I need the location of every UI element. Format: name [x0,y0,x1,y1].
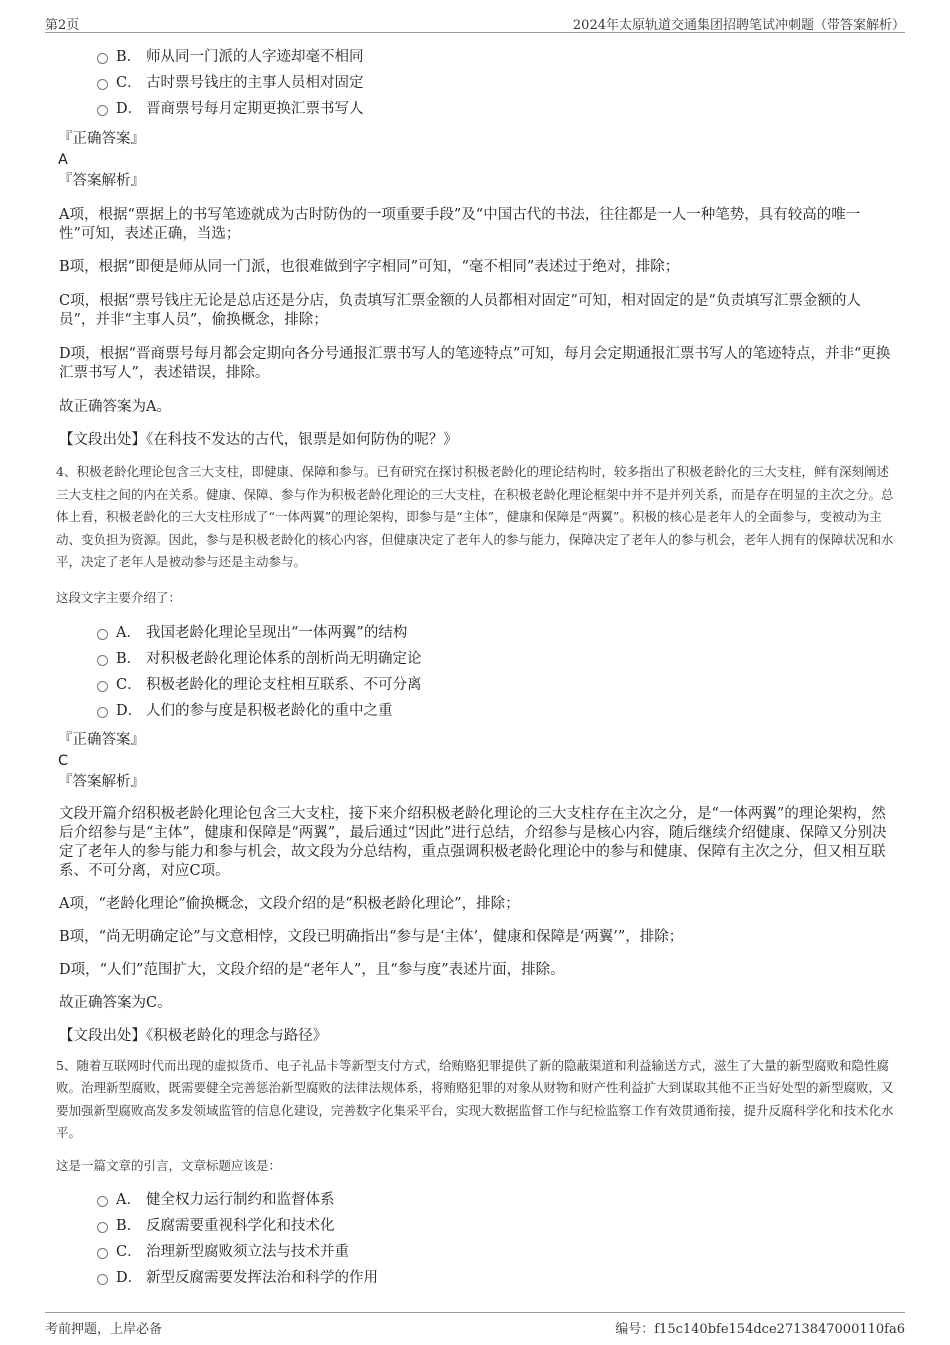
radio-icon[interactable] [97,707,108,718]
q3-option-c[interactable]: C． 古时票号钱庄的主事人员相对固定 [56,70,896,96]
q3-analysis-d: D项，根据“晋商票号每月都会定期向各分号通报汇票书写人的笔迹特点”可知，每月会定期通报汇票书写人的笔迹特点，并非“更换汇票书写人”，表述错误，排除。 [59,346,891,381]
q3-analysis-a: A项，根据“票据上的书写笔迹就成为古时防伪的一项重要手段”及“中国古代的书法，往往都是一人一种笔势，具有较高的唯一性”可知，表述正确，当选； [59,207,861,242]
q4-source: 【文段出处】《积极老龄化的理念与路径》 [59,1027,328,1044]
radio-icon[interactable] [97,629,108,640]
q4-conclusion: 故正确答案为C。 [59,994,172,1011]
q4-prompt: 这段文字主要介绍了： [56,589,182,605]
q4-analysis-d: D项，“人们”范围扩大，文段介绍的是“老年人”，且“参与度”表述片面，排除。 [59,961,565,978]
page-header [45,12,905,33]
q3-option-d[interactable]: D． 晋商票号每月定期更换汇票书写人 [56,96,896,122]
q3-answer: A [58,152,68,168]
radio-icon[interactable] [97,79,108,90]
correct-answer-label: 『正确答案』 [58,731,145,748]
q5-option-c[interactable]: C． 治理新型腐败须立法与技术并重 [56,1239,896,1265]
q4-analysis-b: B项，“尚无明确定论”与文意相悖，文段已明确指出“参与是‘主体’，健康和保障是‘两翼’”，排除； [59,928,684,945]
radio-icon[interactable] [97,655,108,666]
document-title: 2024年太原轨道交通集团招聘笔试冲刺题（带答案解析） [572,18,905,33]
q4-text: 4、积极老龄化理论包含三大支柱，即健康、保障和参与。已有研究在探讨积极老龄化的理论结构时，较多指出了积极老龄化的三大支柱，鲜有深刻阐述三大支柱之间的内在关系。健康、保障、参与作为积极老龄化理论的三大支柱，在积极老龄化理论框架中并不是并列关系，而是存在明显的主次之分。总体上看，积极老龄化的三大支柱形成了“一体两翼”的理论架构，即参与是“主体”，健康和保障是“两翼”。积极的核心是老年人的全面参与，变被动为主动、变负担为资源。因此，参与是积极老龄化的核心内容，但健康决定了老年人的参与能力，保障决定了老年人的参与机会，老年人拥有的保障状况和水平，决定了老年人是被动参与还是主动参与。 [56,464,894,569]
q5-prompt: 这是一篇文章的引言，文章标题应该是： [56,1157,282,1173]
analysis-label: 『答案解析』 [58,173,145,189]
q4-option-b[interactable]: B． 对积极老龄化理论体系的剖析尚无明确定论 [56,646,896,672]
analysis-label: 『答案解析』 [58,773,145,790]
q3-analysis-c: C项，根据“票号钱庄无论是总店还是分店，负责填写汇票金额的人员都相对固定”可知，相对固定的是“负责填写汇票金额的人员”，并非“主事人员”，偷换概念，排除； [59,293,861,328]
radio-icon[interactable] [97,53,108,64]
radio-icon[interactable] [97,1248,108,1259]
radio-icon[interactable] [97,681,108,692]
q3-analysis-b: B项，根据“即便是师从同一门派，也很难做到字字相同”可知，“毫不相同”表述过于绝对，排除； [59,259,680,275]
document-id: 编号：f15c140bfe154dce2713847000110fa6 [615,1322,905,1337]
q4-option-d[interactable]: D． 人们的参与度是积极老龄化的重中之重 [56,698,896,724]
page-footer [45,1312,905,1337]
q3-option-b[interactable]: B． 师从同一门派的人字迹却毫不相同 [56,44,896,70]
q4-option-a[interactable]: A． 我国老龄化理论呈现出“一体两翼”的结构 [56,620,896,646]
footer-slogan: 考前押题，上岸必备 [45,1322,163,1337]
q4-analysis-a: A项，“老龄化理论”偷换概念，文段介绍的是“积极老龄化理论”，排除； [59,895,520,912]
q4-option-c[interactable]: C． 积极老龄化的理论支柱相互联系、不可分离 [56,672,896,698]
q5-option-d[interactable]: D． 新型反腐需要发挥法治和科学的作用 [56,1265,896,1291]
radio-icon[interactable] [97,1222,108,1233]
q3-source: 【文段出处】《在科技不发达的古代，银票是如何防伪的呢？》 [59,432,458,448]
q3-options [56,44,896,122]
q5-options [56,1187,896,1291]
radio-icon[interactable] [97,105,108,116]
q4-options [56,620,896,724]
page-content [56,44,896,1291]
q3-conclusion: 故正确答案为A。 [59,399,171,415]
q4-answer: C [58,752,69,769]
radio-icon[interactable] [97,1274,108,1285]
radio-icon[interactable] [97,1196,108,1207]
q5-option-a[interactable]: A． 健全权力运行制约和监督体系 [56,1187,896,1213]
page-number: 第2页 [45,18,80,33]
q5-text: 5、随着互联网时代而出现的虚拟货币、电子礼品卡等新型支付方式，给贿赂犯罪提供了新的隐蔽渠道和利益输送方式，滋生了大量的新型腐败和隐性腐败。治理新型腐败，既需要健全完善惩治新型腐败的法律法规体系，将贿赂犯罪的对象从财物和财产性利益扩大到谋取其他不正当好处型的新型腐败，又要加强新型腐败高发多发领域监管的信息化建设，完善数字化集采平台，实现大数据监督工作与纪检监察工作有效贯通衔接，提升反腐科学化和技术化水平。 [56,1057,894,1140]
correct-answer-label: 『正确答案』 [58,131,145,147]
q5-option-b[interactable]: B． 反腐需要重视科学化和技术化 [56,1213,896,1239]
q4-analysis-main: 文段开篇介绍积极老龄化理论包含三大支柱，接下来介绍积极老龄化理论的三大支柱存在主次之分，是“一体两翼”的理论架构，然后介绍参与是“主体”，健康和保障是“两翼”，最后通过“因此”进行总结，介绍参与是核心内容，随后继续介绍健康、保障又分别决定了老年人的参与能力和参与机会，故文段为分总结构，重点强调积极老龄化理论中的参与和健康、保障有主次之分，但又相互联系、不可分离，对应C项。 [59,805,887,879]
